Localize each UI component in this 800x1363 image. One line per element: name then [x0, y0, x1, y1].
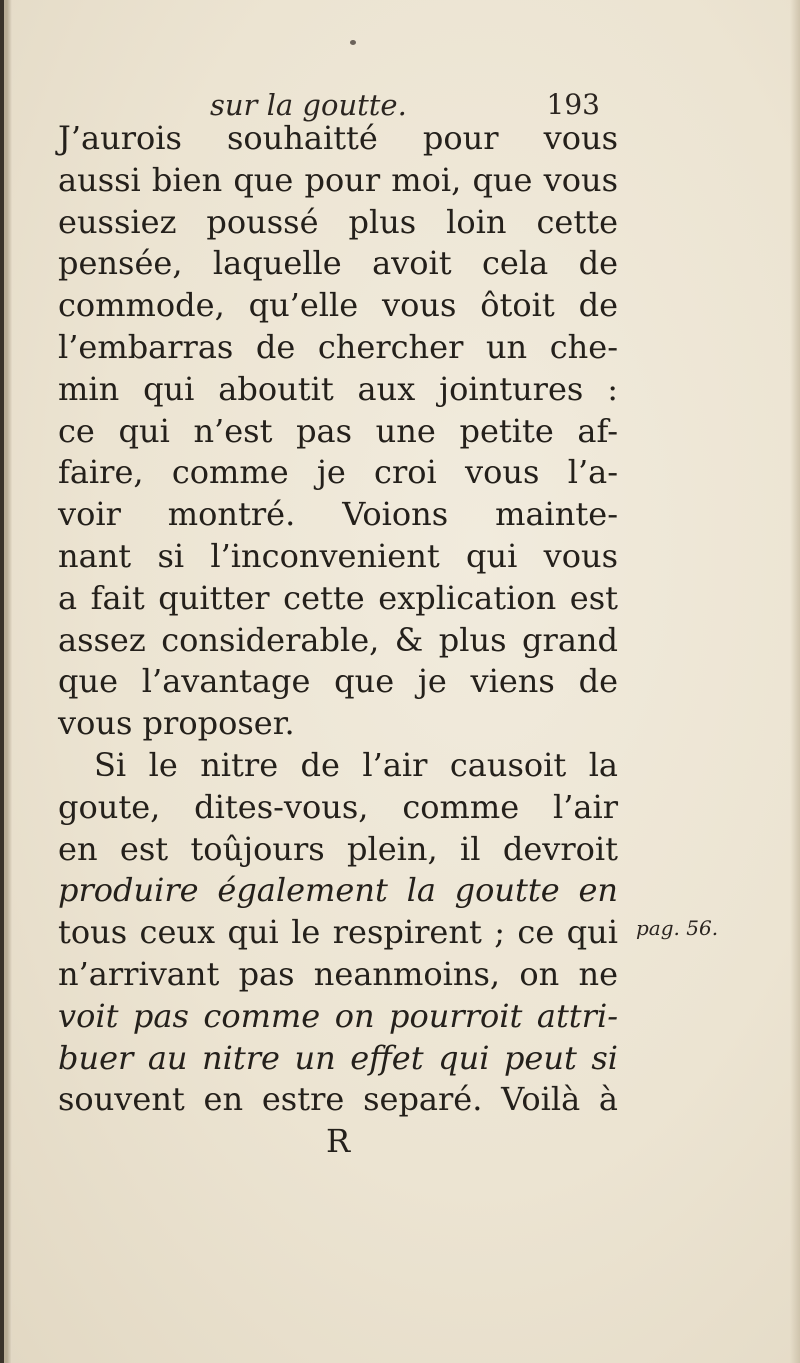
text-line: que l’avantage que je viens de [58, 662, 618, 701]
page-number: 193 [546, 88, 600, 121]
text-line: voir montré. Voions mainte- [58, 495, 618, 534]
text-line: produire également la goutte en [58, 871, 618, 910]
text-line: ce qui n’est pas une petite af- [58, 411, 618, 450]
text-line: vous proposer. [58, 704, 295, 743]
binding-gutter [0, 0, 12, 1363]
text-line: eussiez poussé plus loin cette [58, 202, 618, 241]
text-line: n’arrivant pas neanmoins, on ne [58, 954, 618, 993]
ink-speck [350, 40, 356, 45]
text-line: J’aurois souhaitté pour vous [58, 119, 618, 157]
text-line: l’embarras de chercher un che- [58, 327, 618, 366]
text-line: faire, comme je croi vous l’a- [58, 453, 618, 492]
margin-note: pag. 56. [636, 916, 719, 940]
text-line: pensée, laquelle avoit cela de [58, 244, 618, 283]
text-line: en est toûjours plein, il devroit [58, 829, 618, 868]
running-head: sur la goutte. [210, 88, 407, 122]
text-line: buer au nitre un effet qui peut si [58, 1038, 618, 1077]
text-line: tous ceux qui le respirent ; ce qui [58, 913, 618, 952]
body-text [58, 118, 618, 1163]
text-line: goute, dites-vous, comme l’air [58, 787, 618, 826]
text-line: assez considerable, & plus grand [58, 620, 618, 659]
text-line: a fait quitter cette explication est [58, 578, 618, 617]
text-line: Si le nitre de l’air causoit la [94, 745, 618, 784]
text-line: min qui aboutit aux jointures : [58, 369, 618, 408]
text-line: aussi bien que pour moi, que vous [58, 160, 618, 199]
text-line: voit pas comme on pourroit attri- [58, 996, 618, 1035]
text-line: nant si l’inconvenient qui vous [58, 536, 618, 575]
catchword: R [325, 1122, 351, 1161]
text-line: commode, qu’elle vous ôtoit de [58, 286, 618, 325]
text-line: souvent en estre separé. Voilà à [58, 1080, 618, 1119]
page-edge [790, 0, 800, 1363]
